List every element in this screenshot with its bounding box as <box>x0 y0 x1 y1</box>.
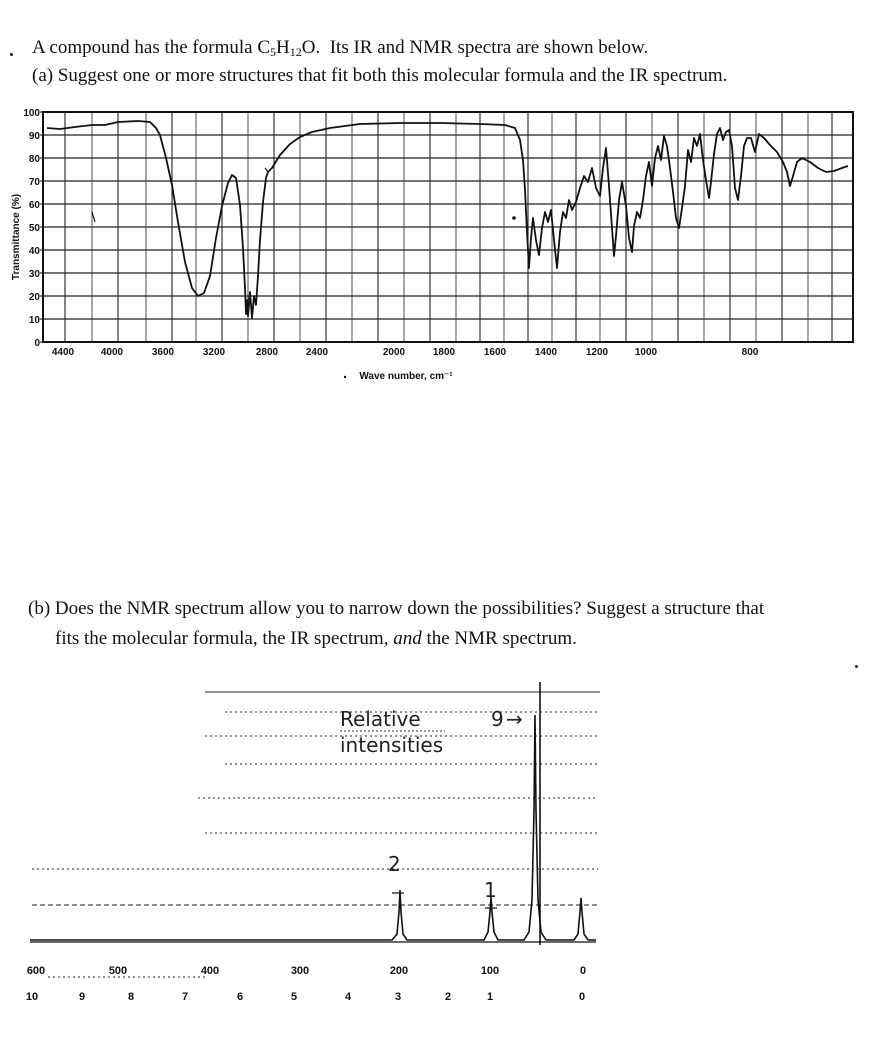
nmr-ppm-tick-label: 0 <box>578 991 586 1003</box>
ir-x-tick-label: 1600 <box>483 347 507 358</box>
ir-y-tick-label: 20 <box>28 292 40 303</box>
ir-x-tick-label: 2000 <box>382 347 406 358</box>
ir-x-axis-label: Wave number, cm⁻¹ <box>359 371 453 382</box>
nmr-ppm-ticks <box>26 991 585 1003</box>
peak-arrow: → <box>506 707 523 731</box>
ir-y-tick-label: 50 <box>28 223 40 234</box>
nmr-spectrum-trace <box>30 715 596 940</box>
question-part-b-line2: fits the molecular formula, the IR spectrum, and the NMR spectrum. <box>55 628 577 649</box>
nmr-hz-ticks <box>27 965 586 977</box>
ir-y-tick-label: 10 <box>28 315 40 326</box>
peak-label-9: 9 <box>491 707 504 731</box>
peak-label-1: 1 <box>484 878 497 902</box>
ir-x-tick-label: 800 <box>741 347 759 358</box>
nmr-ppm-tick-label: 1 <box>486 991 494 1003</box>
question-part-b-line1: (b) Does the NMR spectrum allow you to narrow down the possibilities? Suggest a structure that <box>28 598 765 619</box>
ir-y-tick-label: 30 <box>28 269 40 280</box>
ir-x-tick-label: 4400 <box>51 347 75 358</box>
annotation-intensities: intensities <box>340 733 444 757</box>
question-intro: A compound has the formula $C_5H_{12}O$. Its IR and NMR spectra are shown below. <box>32 37 649 59</box>
ir-x-tick-label: 3200 <box>202 347 226 358</box>
nmr-ppm-tick-label: 9 <box>78 991 86 1003</box>
question-part-a: (a) Suggest one or more structures that fit both this molecular formula and the IR spectrum. <box>32 65 728 86</box>
ir-x-tick-label: 1400 <box>534 347 558 358</box>
nmr-hz-tick-label: 500 <box>108 965 128 977</box>
nmr-hz-tick-label: 600 <box>26 965 46 977</box>
nmr-hz-tick-label: 200 <box>389 965 409 977</box>
nmr-ppm-tick-label: 3 <box>394 991 402 1003</box>
nmr-ppm-tick-label: 2 <box>444 991 452 1003</box>
nmr-ppm-tick-label: 8 <box>127 991 135 1003</box>
nmr-ppm-tick-label: 7 <box>181 991 189 1003</box>
ir-y-axis-label: Transmittance (%) <box>11 193 22 281</box>
ir-x-tick-label: 1800 <box>432 347 456 358</box>
nmr-hz-tick-label: 400 <box>200 965 220 977</box>
ir-x-tick-label: 1000 <box>634 347 658 358</box>
ir-y-tick-label: 60 <box>28 200 40 211</box>
ir-x-tick-label: 1200 <box>585 347 609 358</box>
ir-x-tick-label: 2400 <box>305 347 329 358</box>
ir-x-tick-label: 2800 <box>255 347 279 358</box>
nmr-ppm-tick-label: 4 <box>344 991 352 1003</box>
nmr-ppm-tick-label: 10 <box>25 991 39 1003</box>
ir-x-tick-label: 3600 <box>151 347 175 358</box>
ir-y-tick-label: 70 <box>28 177 40 188</box>
ir-y-tick-label: 0 <box>34 338 40 349</box>
ir-y-tick-label: 100 <box>23 108 40 119</box>
annotation-relative: Relative <box>340 707 421 731</box>
ir-x-tick-label: 4000 <box>100 347 124 358</box>
nmr-hz-tick-label: 100 <box>480 965 500 977</box>
peak-label-2: 2 <box>388 852 401 876</box>
nmr-hz-tick-label: 0 <box>579 965 587 977</box>
ir-y-tick-label: 90 <box>28 131 40 142</box>
ir-y-tick-label: 40 <box>28 246 40 257</box>
nmr-ppm-tick-label: 5 <box>290 991 298 1003</box>
nmr-hz-tick-label: 300 <box>290 965 310 977</box>
nmr-ppm-tick-label: 6 <box>236 991 244 1003</box>
ir-y-tick-label: 80 <box>28 154 40 165</box>
